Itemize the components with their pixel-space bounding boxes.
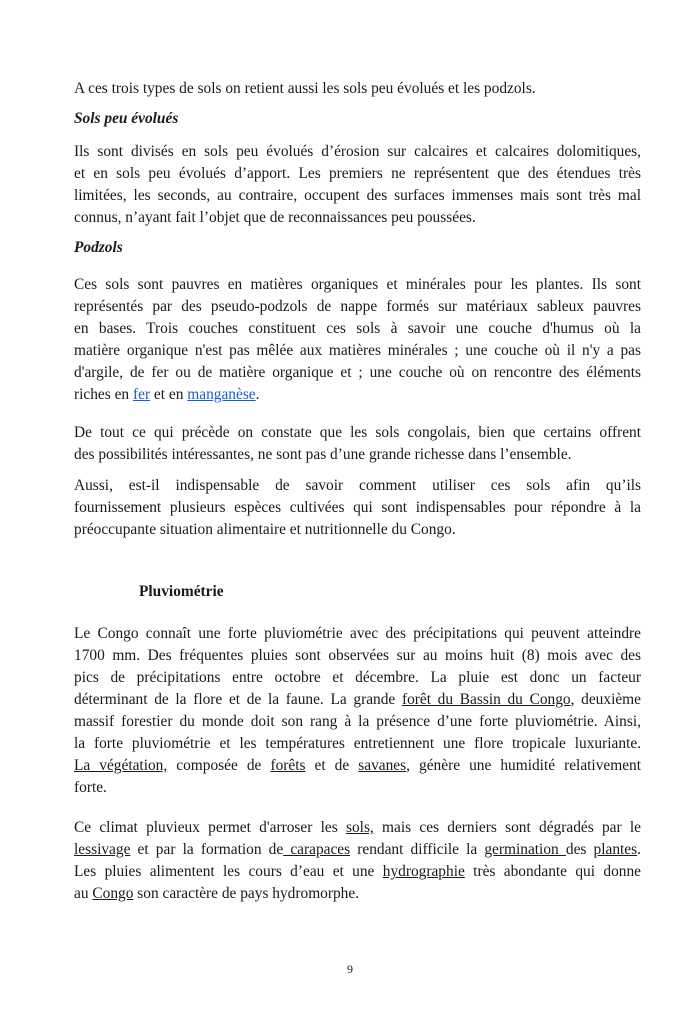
climat-paragraph: Ce climat pluvieux permet d'arroser les sols, mais ces derniers sont dégradés par le lessivage et par la formation de carapaces rendant difficile la germination des plantes. Les pluies alimentent les cours d’eau et une hydrographie très abondante qui donne au Congo son caractère de pays hydromorphe. — [74, 819, 641, 902]
intro-paragraph: A ces trois types de sols on retient aussi les sols peu évolués et les podzols. — [74, 80, 536, 97]
sols-peu-evolues-paragraph: Ils sont divisés en sols peu évolués d’érosion sur calcaires et calcaires dolomitiques, et en sols peu évolués d’apport. Les premiers ne représentent que des étendues très limitées, les seconds, au contraire, occupent des surfaces immenses mais sont très mal connus, n’ayant fait l’objet que de reconnaissances peu poussées. — [74, 143, 641, 226]
conclusion-paragraph-2: Aussi, est-il indispensable de savoir comment utiliser ces sols afin qu’ils fournissement plusieurs espèces cultivées qui sont indispensables pour répondre à la préoccupante situation alimentaire et nutritionnelle du Congo. — [74, 477, 641, 538]
link-forets[interactable]: forêts — [270, 757, 306, 774]
link-sols[interactable]: sols, — [345, 819, 374, 836]
link-hydrographie[interactable]: hydrographie — [382, 863, 465, 880]
link-congo[interactable]: Congo — [92, 885, 134, 902]
podzols-paragraph: Ces sols sont pauvres en matières organiques et minérales pour les plantes. Ils sont représentés par des pseudo-podzols de nappe formés sur matériaux sableux pauvres en bases. Trois couches constituent ces sols à savoir une couche d'humus où la matière organique n'est pas mêlée aux matières minérales ; une couche où il n'y a pas d'argile, de fer ou de matière organique et ; une couche où on rencontre des éléments riches en fer et en manganèse. — [74, 274, 641, 406]
link-savanes[interactable]: savanes — [358, 757, 407, 774]
link-plantes[interactable]: plantes — [593, 841, 638, 858]
podzols-last-line: riches en fer et en manganèse. — [74, 386, 260, 403]
pluviometrie-paragraph: Le Congo connaît une forte pluviométrie avec des précipitations qui peuvent atteindre 1700 mm. Des fréquentes pluies sont observées sur au moins huit (8) mois avec des pics de précipitations entre octobre et décembre. La pluie est donc un facteur déterminant de la flore et de la faune. La grande forêt du Bassin du Congo, deuxième massif forestier du monde doit son rang à la présence d’une forte pluviométrie. Ainsi, la forte pluviométrie et les températures entretiennent une flore tropicale luxuriante. La végétation, composée de forêts et de savanes, génère une humidité relativement forte. — [74, 625, 642, 796]
link-lessivage[interactable]: lessivage — [74, 841, 131, 858]
link-germination[interactable]: germination — [484, 841, 566, 858]
conclusion-paragraph-1: De tout ce qui précède on constate que les sols congolais, bien que certains offrent des possibilités intéressantes, ne sont pas d’une grande richesse dans l’ensemble. — [74, 424, 641, 463]
heading-podzols: Podzols — [74, 239, 123, 256]
heading-sols-peu-evolues: Sols peu évolués — [74, 110, 179, 127]
link-fer[interactable]: fer — [132, 386, 151, 403]
page-number: 9 — [347, 962, 353, 976]
link-vegetation[interactable]: La végétation, — [74, 757, 168, 774]
link-carapaces[interactable]: carapaces — [283, 841, 351, 858]
heading-pluviometrie: Pluviométrie — [139, 583, 224, 600]
link-foret-bassin-congo[interactable]: forêt du Bassin du Congo — [401, 691, 571, 708]
link-manganese[interactable]: manganèse — [187, 386, 256, 403]
